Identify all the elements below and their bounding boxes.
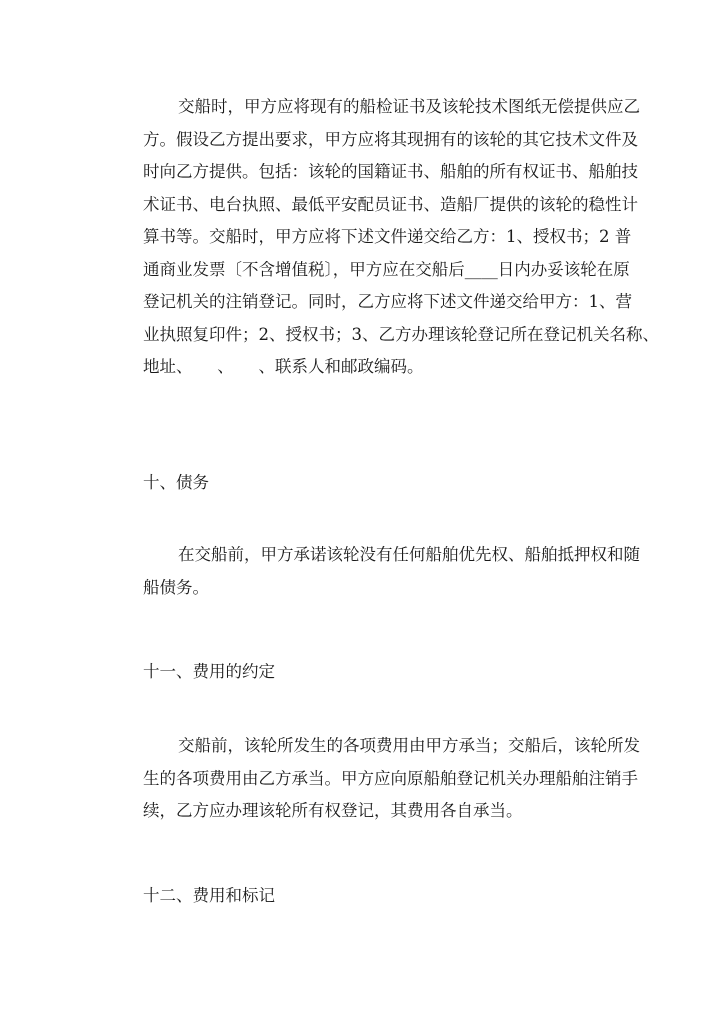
text-line: 交船时，甲方应将现有的船检证书及该轮技术图纸无偿提供应乙 [178, 97, 640, 116]
text-line: 续，乙方应办理该轮所有权登记，其费用各自承当。 [143, 801, 523, 820]
text-line: 业执照复印件；2、授权书；3、乙方办理该轮登记所在登记机关名称、 [143, 324, 659, 344]
section-heading-fees-and-marks: 十二、费用和标记 [143, 886, 275, 905]
paragraph-delivery-documents [108, 91, 659, 384]
paragraph-fee-agreement [108, 730, 640, 828]
section-heading-debts: 十、债务 [143, 473, 209, 492]
text-line: 地址、 、 、联系人和邮政编码。 [143, 357, 424, 376]
text-line: 通商业发票〔不含增值税〕，甲方应在交船后____日内办妥该轮在原 [143, 259, 630, 279]
section-heading-fee-agreement: 十一、费用的约定 [143, 662, 275, 681]
text-line: 在交船前，甲方承诺该轮没有任何船舶优先权、船舶抵押权和随 [178, 545, 640, 564]
text-line: 时向乙方提供。包括：该轮的国籍证书、船舶的所有权证书、船舶技 [143, 162, 638, 181]
text-line: 登记机关的注销登记。同时，乙方应将下述文件递交给甲方：1、营 [143, 292, 632, 311]
text-line: 算书等。交船时，甲方应将下述文件递交给乙方：1、授权书；2 普 [143, 227, 632, 246]
text-line: 方。假设乙方提出要求，甲方应将其现拥有的该轮的其它技术文件及 [143, 129, 638, 149]
text-line: 船债务。 [143, 577, 209, 597]
text-line: 交船前，该轮所发生的各项费用由甲方承当；交船后，该轮所发 [178, 736, 640, 755]
text-line: 术证书、电台执照、最低平安配员证书、造船厂提供的该轮的稳性计 [143, 194, 638, 214]
paragraph-debts [108, 539, 640, 604]
text-line: 生的各项费用由乙方承当。甲方应向原船舶登记机关办理船舶注销手 [143, 768, 638, 788]
